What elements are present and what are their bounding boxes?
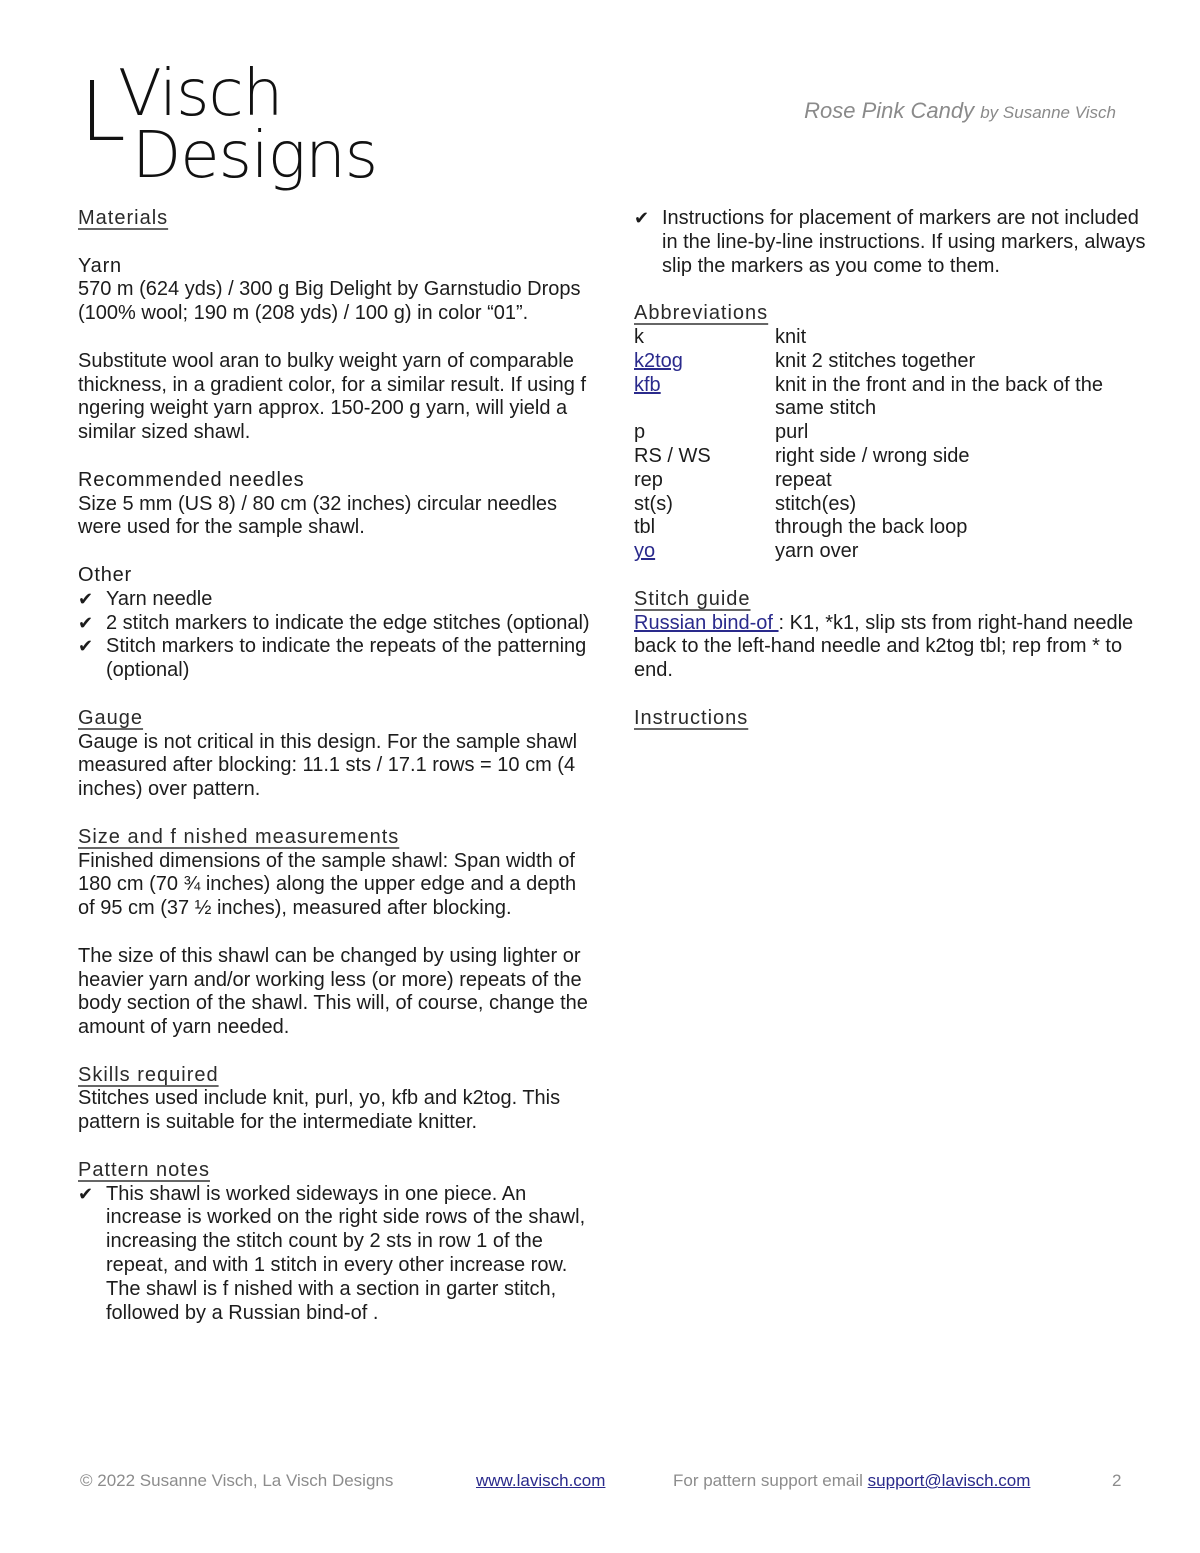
size-text-1: Finished dimensions of the sample shawl: Span width of 180 cm (70 ¾ inches) along the upper edge and a depth of 95 cm (37 ½ inches), measured after blocking. <box>78 849 577 920</box>
other-label: Other <box>78 563 133 586</box>
page-number: 2 <box>1112 1471 1122 1490</box>
check-icon: ✔ <box>78 588 94 609</box>
support-email-link[interactable]: support@lavisch.com <box>867 1471 1031 1490</box>
check-icon: ✔ <box>78 1183 94 1204</box>
abbreviation-term-cell: RS / WS <box>634 444 711 467</box>
abbreviation-row <box>634 326 1145 350</box>
abbreviation-row <box>634 469 1145 493</box>
list-item-text: This shawl is worked sideways in one piece. An increase is worked on the right side rows of the shawl, increasing the stitch count by 2 sts in row 1 of the repeat, and with 1 stitch in every other increase row. The shawl is f nished with a section in garter stitch, followed by a Russian bind-of . <box>106 1182 586 1324</box>
document-title <box>804 98 1116 124</box>
needles-text: Size 5 mm (US 8) / 80 cm (32 inches) circular needles were used for the sample shawl. <box>78 492 558 539</box>
abbreviation-row <box>634 350 1145 374</box>
abbreviation-link-kfb[interactable]: kfb <box>634 373 661 396</box>
check-icon: ✔ <box>78 612 94 633</box>
abbreviation-definition: knit in the front and in the back of the same stitch <box>775 373 1103 420</box>
abbreviation-row <box>634 445 1145 469</box>
abbreviation-term-cell <box>634 374 775 422</box>
stitch-guide-text <box>634 612 1154 683</box>
list-item <box>78 588 598 612</box>
abbreviation-term-cell: st(s) <box>634 492 673 515</box>
abbreviation-definition: purl <box>775 421 809 444</box>
logo-designs: Designs <box>132 119 378 193</box>
pattern-notes-list <box>78 1183 598 1326</box>
list-item-text: 2 stitch markers to indicate the edge stitches (optional) <box>106 611 590 634</box>
abbreviation-definition: yarn over <box>775 540 859 563</box>
abbreviation-definition: right side / wrong side <box>775 444 970 467</box>
list-item <box>78 635 598 683</box>
abbreviation-term-cell <box>634 540 775 564</box>
size-text-2: The size of this shawl can be changed by using lighter or heavier yarn and/or working less (or more) repeats of the body section of the shawl. This will, of course, change the amount of yarn needed. <box>78 944 588 1039</box>
gauge-text: Gauge is not critical in this design. For the sample shawl measured after blocking: 11.1 sts / 17.1 rows = 10 cm (4 inches) over pattern. <box>78 730 578 801</box>
logo-letter-l: L <box>80 65 125 160</box>
list-item <box>634 207 1154 278</box>
russian-bind-off-link[interactable]: Russian bind-of <box>634 611 779 634</box>
abbreviation-definition: stitch(es) <box>775 492 857 515</box>
footer-support <box>673 1471 1030 1491</box>
yarn-label: Yarn <box>78 254 122 277</box>
pattern-name: Rose Pink Candy <box>804 98 975 123</box>
skills-heading: Skills required <box>78 1063 219 1086</box>
list-item <box>78 612 598 636</box>
abbreviation-row <box>634 421 1145 445</box>
skills-text: Stitches used include knit, purl, yo, kfb and k2tog. This pattern is suitable for the intermediate knitter. <box>78 1087 561 1134</box>
materials-heading: Materials <box>78 207 169 229</box>
abbreviation-link-k2tog[interactable]: k2tog <box>634 349 683 372</box>
abbreviation-row <box>634 516 1145 540</box>
abbreviation-row <box>634 374 1145 422</box>
abbreviation-term-cell: rep <box>634 468 663 491</box>
abbreviation-row <box>634 493 1145 517</box>
list-item-text: Yarn needle <box>106 587 213 610</box>
instructions-heading: Instructions <box>634 706 749 729</box>
pattern-notes-heading: Pattern notes <box>78 1158 210 1181</box>
abbreviations-table <box>634 326 1145 564</box>
needles-label: Recommended needles <box>78 468 305 491</box>
other-list <box>78 588 598 683</box>
check-icon: ✔ <box>78 636 94 657</box>
stitch-guide-heading: Stitch guide <box>634 587 751 610</box>
abbreviation-definition: repeat <box>775 468 832 491</box>
abbreviation-link-yo[interactable]: yo <box>634 540 656 563</box>
brand-logo <box>80 57 380 197</box>
footer-copyright: © 2022 Susanne Visch, La Visch Designs <box>80 1471 394 1490</box>
stitch-guide-description: : K1, *k1, slip sts from right-hand needle back to the left-hand needle and k2tog tbl; rep from * to end. <box>634 611 1134 682</box>
abbreviations-heading: Abbreviations <box>634 302 769 325</box>
list-item-text: Instructions for placement of markers are not included in the line-by-line instructions. If using markers, always slip the markers as you come to them. <box>662 207 1146 277</box>
abbreviation-term-cell: p <box>634 421 646 444</box>
abbreviation-definition: knit <box>775 325 807 348</box>
left-column <box>78 207 598 1325</box>
right-column <box>634 207 1154 731</box>
substitute-text: Substitute wool aran to bulky weight yarn of comparable thickness, in a gradient color, for a similar result. If using f ngering weight yarn approx. 150-200 g yarn, will yield a similar sized shawl. <box>78 349 586 444</box>
abbreviation-term-cell <box>634 350 775 374</box>
list-item <box>78 1183 598 1326</box>
abbreviation-term-cell: k <box>634 325 644 348</box>
size-heading: Size and f nished measurements <box>78 825 400 848</box>
footer-website <box>476 1471 605 1491</box>
website-link[interactable]: www.lavisch.com <box>476 1471 606 1490</box>
abbreviation-definition: through the back loop <box>775 516 968 539</box>
logo-visch: Visch <box>118 57 283 131</box>
list-item-text: Stitch markers to indicate the repeats of the patterning (optional) <box>106 635 587 682</box>
abbreviation-definition: knit 2 stitches together <box>775 349 976 372</box>
abbreviation-term-cell: tbl <box>634 516 656 539</box>
gauge-heading: Gauge <box>78 706 144 729</box>
check-icon: ✔ <box>634 208 650 228</box>
support-prefix: For pattern support email <box>673 1471 863 1490</box>
byline: by Susanne Visch <box>980 103 1116 122</box>
abbreviation-row <box>634 540 1145 564</box>
pattern-notes-continued <box>634 207 1154 278</box>
yarn-text: 570 m (624 yds) / 300 g Big Delight by Garnstudio Drops (100% wool; 190 m (208 yds) / 100 g) in color “01”. <box>78 278 581 325</box>
